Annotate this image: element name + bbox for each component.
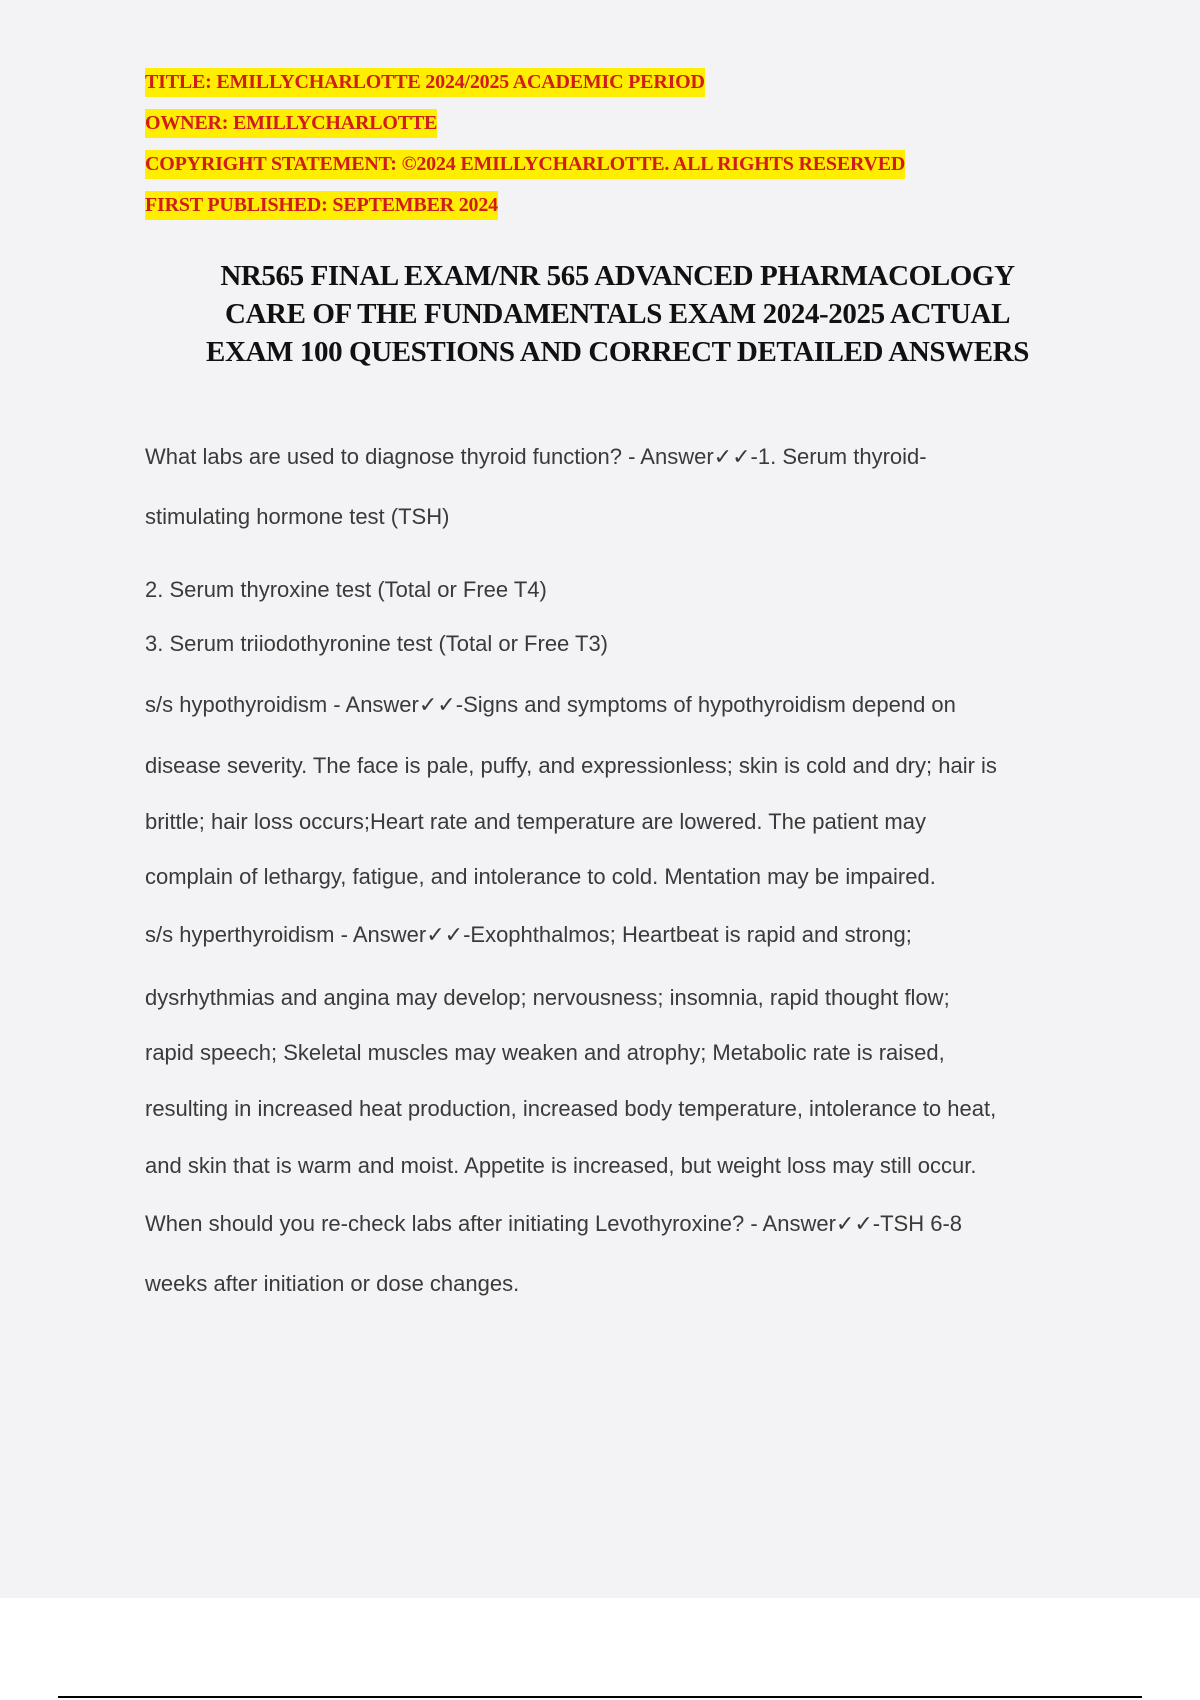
title-line-1: NR565 FINAL EXAM/NR 565 ADVANCED PHARMACOLOGY xyxy=(220,260,1015,292)
qa-line-5: s/s hypothyroidism - Answer✓✓-Signs and symptoms of hypothyroidism depend on xyxy=(145,692,956,717)
meta-copyright-line: COPYRIGHT STATEMENT: ©2024 EMILLYCHARLOTTE. ALL RIGHTS RESERVED xyxy=(145,150,905,179)
title-line-3: EXAM 100 QUESTIONS AND CORRECT DETAILED ANSWERS xyxy=(206,336,1029,368)
footer-divider xyxy=(58,1696,1142,1698)
qa-line-1: What labs are used to diagnose thyroid function? - Answer✓✓-1. Serum thyroid- xyxy=(145,444,927,469)
qa-line-7: brittle; hair loss occurs;Heart rate and temperature are lowered. The patient may xyxy=(145,809,926,834)
qa-line-14: When should you re-check labs after initiating Levothyroxine? - Answer✓✓-TSH 6-8 xyxy=(145,1211,963,1236)
qa-line-4: 3. Serum triiodothyronine test (Total or Free T3) xyxy=(145,631,609,656)
qa-line-11: rapid speech; Skeletal muscles may weaken and atrophy; Metabolic rate is raised, xyxy=(145,1040,945,1065)
meta-owner-line: OWNER: EMILLYCHARLOTTE xyxy=(145,109,437,138)
document-title xyxy=(130,257,1105,371)
qa-line-10: dysrhythmias and angina may develop; nervousness; insomnia, rapid thought flow; xyxy=(145,985,950,1010)
qa-line-15: weeks after initiation or dose changes. xyxy=(145,1271,520,1296)
qa-line-3: 2. Serum thyroxine test (Total or Free T4) xyxy=(145,577,547,602)
qa-line-2: stimulating hormone test (TSH) xyxy=(145,504,450,529)
qa-line-6: disease severity. The face is pale, puffy, and expressionless; skin is cold and dry; hair is xyxy=(145,753,997,778)
qa-line-8: complain of lethargy, fatigue, and intolerance to cold. Mentation may be impaired. xyxy=(145,864,936,889)
qa-line-12: resulting in increased heat production, increased body temperature, intolerance to heat, xyxy=(145,1096,997,1121)
qa-line-13: and skin that is warm and moist. Appetite is increased, but weight loss may still occur. xyxy=(145,1153,977,1178)
meta-published-line: FIRST PUBLISHED: SEPTEMBER 2024 xyxy=(145,191,498,220)
meta-title-line: TITLE: EMILLYCHARLOTTE 2024/2025 ACADEMIC PERIOD xyxy=(145,68,705,97)
qa-line-9: s/s hyperthyroidism - Answer✓✓-Exophthalmos; Heartbeat is rapid and strong; xyxy=(145,922,912,947)
document-metadata xyxy=(145,68,905,232)
title-line-2: CARE OF THE FUNDAMENTALS EXAM 2024-2025 ACTUAL xyxy=(224,298,1011,330)
